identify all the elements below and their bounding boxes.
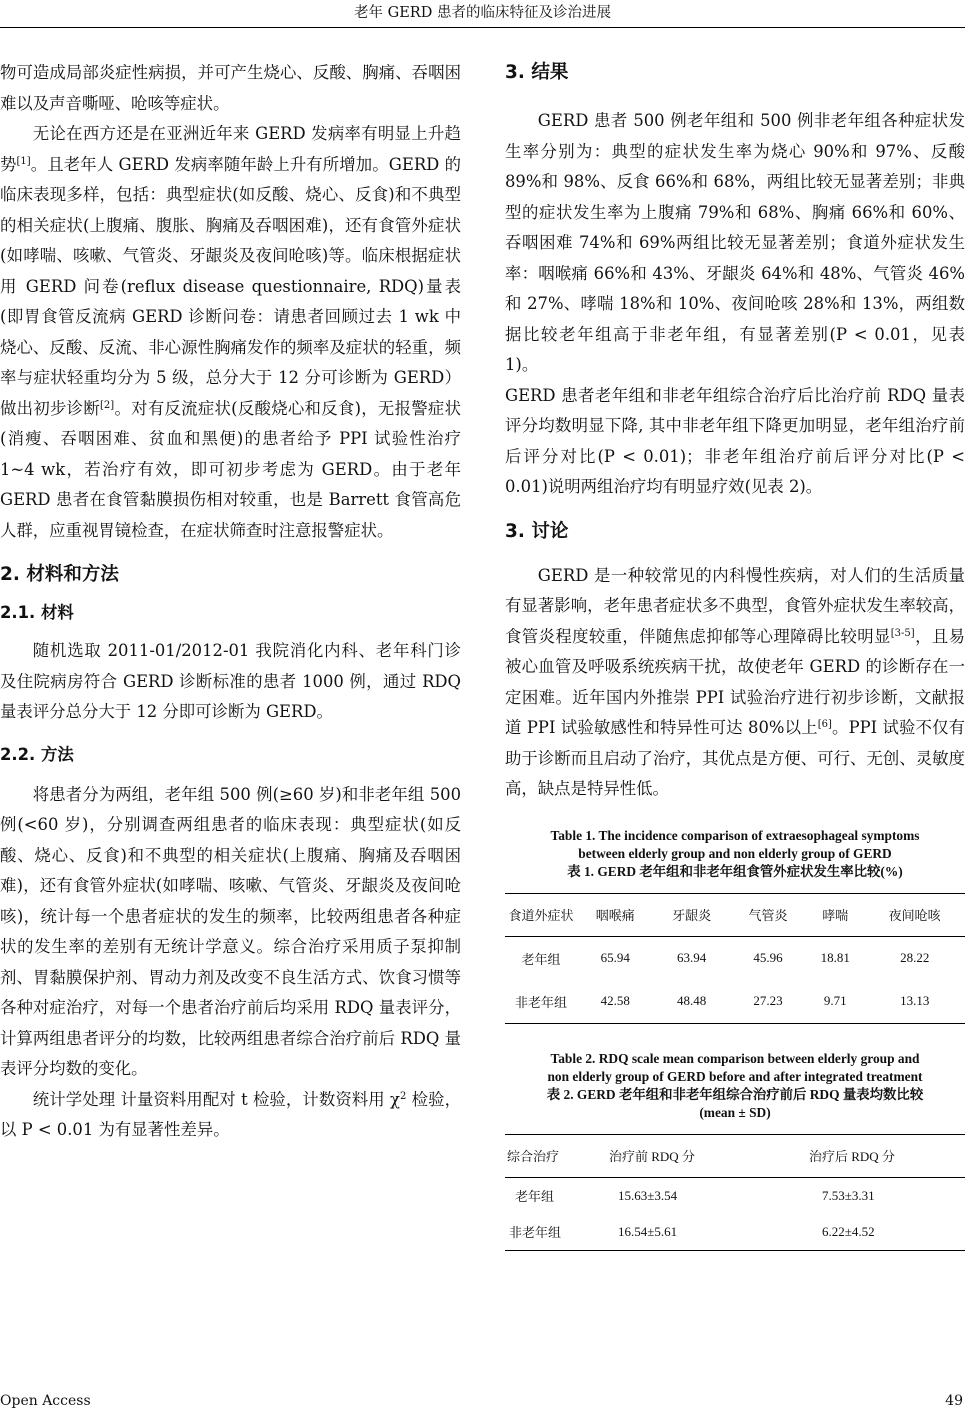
text-segment: 。且老年人 GERD 发病率随年龄上升有所增加。GERD 的临床表现多样，包括：典型症状(如反酸、烧心、反食)和不典型的相关症状(上腹痛、腹胀、胸痛及吞咽困难)，还有食管外症状(如哮喘、咳嗽、气管炎、牙龈炎及夜间呛咳)等。临床根据症状用 GERD 问卷(reflux disease questionnaire, RDQ)量表(即胃食管反流病 GERD 诊断问卷：请患者回顾过去 1 wk 中烧心、反酸、反流、非心源性胸痛发作的频率及症状的轻重，频率与症状轻重均分为 5 级，总分大于 12 分可诊断为 GERD）做出初步诊断 xyxy=(0,154,462,418)
table-cell: 63.94 xyxy=(676,950,707,965)
table-cell: 65.94 xyxy=(600,950,630,965)
section-heading-discussion: 3. 讨论 xyxy=(505,520,569,542)
footer-page-number: 49 xyxy=(945,1393,963,1409)
table-cell: 28.22 xyxy=(900,950,930,965)
superscript: 2 xyxy=(399,1090,407,1102)
table1-caption-zh: 表 1. GERD 老年组和非老年组食管外症状发生率比较(%) xyxy=(567,863,903,879)
section-heading-methods: 2. 材料和方法 xyxy=(0,564,119,585)
table-cell: 9.71 xyxy=(823,993,847,1008)
text-segment: 统计学处理 计量资料用配对 t 检验，计数资料用 χ xyxy=(32,1089,400,1109)
footer-open-access: Open Access xyxy=(0,1393,91,1409)
table2-caption-en-line1: Table 2. RDQ scale mean comparison between elderly group and xyxy=(550,1050,920,1066)
table1-caption-en-line2: between elderly group and non elderly group of GERD xyxy=(578,845,892,861)
table-cell: 16.54±5.61 xyxy=(618,1223,678,1239)
text-segment: 。对有反流症状(反酸烧心和反食)，无报警症状(消瘦、吞咽困难、贫血和黑便)的患者给予 PPI 试验性治疗 1~4 wk，若治疗有效，即可初步考虑为 GERD。由于老年 GERD 患者在食管黏膜损伤相对较重，也是 Barrett 食管高危人群，应重视胃镜检查，在症状筛查时注意报警症状。 xyxy=(0,398,461,540)
table-cell: 45.96 xyxy=(753,950,783,965)
table2-caption-zh: 表 2. GERD 老年组和非老年组综合治疗前后 RDQ 量表均数比较 xyxy=(546,1086,924,1102)
right-column xyxy=(505,58,965,1251)
paragraph-discussion xyxy=(505,561,965,805)
subsection-heading-materials: 2.1. 材料 xyxy=(0,603,74,622)
text-segment: ，且易被心血管及呼吸系统疾病干扰，故使老年 GERD 的诊断存在一定困难。近年国内外推崇 PPI 试验治疗进行初步诊断，文献报道 PPI 试验敏感性和特异性可达 80%以上 xyxy=(505,626,965,737)
text-segment: 无论在西方还是在亚洲近年来 GERD 发病率有明显上升趋势 xyxy=(0,124,461,174)
table-cell: 老年组 xyxy=(521,951,561,967)
table-header-cell: 哮喘 xyxy=(822,908,849,923)
text-segment: 。PPI 试验不仅有助于诊断而且启动了治疗，其优点是方便、可行、无创、灵敏度高，缺点是特异性低。 xyxy=(505,718,965,798)
table2-caption-en-line2: non elderly group of GERD before and after integrated treatment xyxy=(547,1068,923,1084)
table-header-cell: 咽喉痛 xyxy=(595,908,635,923)
running-header: 老年 GERD 患者的临床特征及诊治进展 xyxy=(354,5,611,21)
table-cell: 48.48 xyxy=(676,993,707,1008)
paragraph-intro-continued: 物可造成局部炎症性病损，并可产生烧心、反酸、胸痛、吞咽困难以及声音嘶哑、呛咳等症状。 xyxy=(0,63,461,113)
citation-ref: [6] xyxy=(817,719,832,730)
table-row xyxy=(505,980,965,1024)
paragraph-incidence xyxy=(0,119,461,546)
table-cell: 13.13 xyxy=(900,993,930,1008)
table2-caption-zh-line2: (mean ± SD) xyxy=(699,1104,771,1120)
table-row xyxy=(505,1177,965,1214)
citation-ref: [3-5] xyxy=(890,627,915,639)
paragraph-results-incidence: GERD 患者 500 例老年组和 500 例非老年组各种症状发生率分别为：典型的症状发生率为烧心 90%和 97%、反酸 89%和 98%、反食 66%和 68%，两组比较无显著差别；非典型的症状发生率为上腹痛 79%和 68%、胸痛 66%和 60%、吞咽困难 74%和 69%两组比较无显著差别；食道外症状发生率：咽喉痛 66%和 43%、牙龈炎 64%和 48%、气管炎 46%和 27%、哮喘 18%和 10%、夜间呛咳 28%和 13%，两组数据比较老年组高于非老年组，有显著差别(P < 0.01，见表 1)。 xyxy=(505,111,965,374)
paragraph-statistics xyxy=(0,1085,461,1146)
table1-caption-en-line1: Table 1. The incidence comparison of extraesophageal symptoms xyxy=(550,827,920,843)
text-segment: 检验，以 P < 0.01 为有显著性差异。 xyxy=(0,1089,461,1139)
table-header-cell: 治疗后 RDQ 分 xyxy=(809,1149,895,1164)
table1-caption xyxy=(505,827,965,881)
table-header-cell: 食道外症状 xyxy=(508,908,574,923)
table-cell: 非老年组 xyxy=(509,1225,562,1240)
citation-ref: [2] xyxy=(100,399,115,411)
table-cell: 老年组 xyxy=(515,1189,555,1204)
header-rule xyxy=(0,27,965,28)
table-cell: 42.58 xyxy=(600,993,630,1008)
table2 xyxy=(505,1134,965,1251)
table-header-cell: 气管炎 xyxy=(748,908,788,923)
paragraph-methods: 将患者分为两组，老年组 500 例(≥60 岁)和非老年组 500 例(<60 岁)，分别调查两组患者的临床表现：典型症状(如反酸、烧心、反食)和不典型的相关症状(上腹痛、胸痛及吞咽困难)，还有食管外症状(如哮喘、咳嗽、气管炎、牙龈炎及夜间呛咳)，统计每一个患者症状的发生的频率，比较两组患者各种症状的发生率的差别有无统计学意义。综合治疗采用质子泵抑制剂、胃黏膜保护剂、胃动力剂及改变不良生活方式、饮食习惯等各种对症治疗，对每一个患者治疗前后均采用 RDQ 量表评分，计算两组患者评分的均数，比较两组患者综合治疗前后 RDQ 量表评分均数的变化。 xyxy=(0,784,461,1078)
table1 xyxy=(505,893,965,1024)
table-row xyxy=(505,1214,965,1251)
table2-caption xyxy=(505,1050,965,1122)
table-header-cell: 综合治疗 xyxy=(507,1149,560,1164)
table-header-cell: 治疗前 RDQ 分 xyxy=(609,1149,695,1164)
text-segment: GERD 是一种较常见的内科慢性疾病，对人们的生活质量有显著影响，老年患者症状多不典型，食管外症状发生率较高，食管炎程度较重，伴随焦虑抑郁等心理障碍比较明显 xyxy=(505,565,965,646)
table-header-cell: 夜间呛咳 xyxy=(888,908,941,923)
left-column xyxy=(0,58,461,1146)
table-cell: 18.81 xyxy=(820,950,850,965)
section-heading-results: 3. 结果 xyxy=(505,62,569,83)
table-header-cell: 牙龈炎 xyxy=(672,908,712,923)
table-cell: 非老年组 xyxy=(514,994,567,1010)
subsection-heading-methods: 2.2. 方法 xyxy=(0,744,74,764)
paragraph-materials: 随机选取 2011-01/2012-01 我院消化内科、老年科门诊及住院病房符合 GERD 诊断标准的患者 1000 例，通过 RDQ 量表评分总分大于 12 分即可诊断为 GERD。 xyxy=(0,641,461,721)
table-cell: 15.63±3.54 xyxy=(618,1187,678,1203)
table-cell: 27.23 xyxy=(753,993,783,1008)
paragraph-results-rdq: GERD 患者老年组和非老年组综合治疗后比治疗前 RDQ 量表评分均数明显下降, 其中非老年组下降更加明显，老年组治疗前后评分对比(P < 0.01)；非老年组治疗前后评分对比(P < 0.01)说明两组治疗均有明显疗效(见表 2)。 xyxy=(505,385,965,496)
table-header-row xyxy=(505,1134,965,1177)
table-row xyxy=(505,936,965,980)
citation-ref: [1] xyxy=(16,155,31,167)
table-header-row xyxy=(505,893,965,936)
table-cell: 6.22±4.52 xyxy=(822,1223,875,1239)
table-cell: 7.53±3.31 xyxy=(822,1187,875,1203)
